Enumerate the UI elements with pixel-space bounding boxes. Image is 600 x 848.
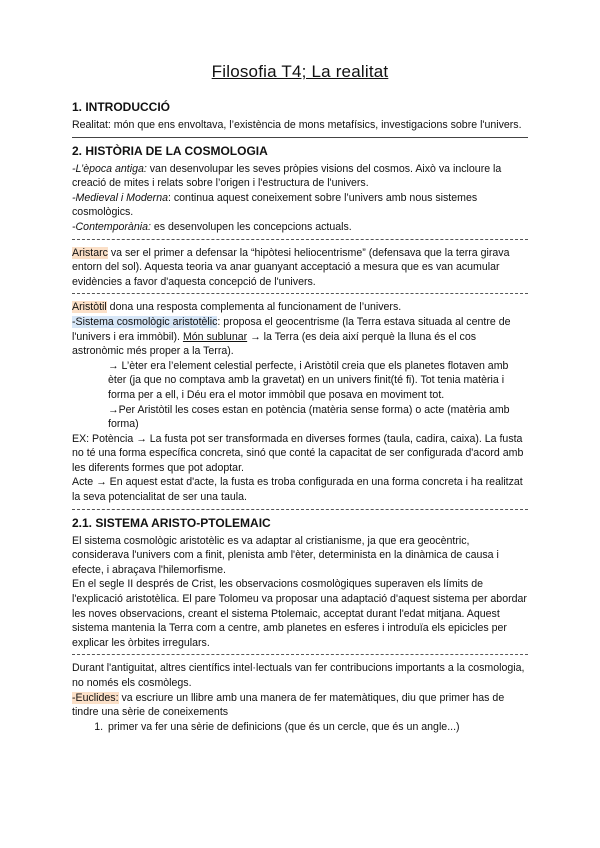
divider [72, 509, 528, 510]
paragraph-medieval [72, 191, 528, 220]
divider [72, 293, 528, 294]
paragraph-exemple-acte: Acte → En aquest estat d'acte, la fusta es troba configurada en una forma concreta i ha realitzat la seva potencialitat de ser una taula. [72, 476, 523, 504]
highlight-sistema-aristotelic: -Sistema cosmològic aristotèlic [72, 315, 218, 328]
paragraph-potencia-acte: →Per Aristòtil les coses estan en potència (matèria sense forma) o acte (matèria amb forma) [108, 403, 510, 431]
divider [72, 654, 528, 655]
highlight-aristotil: Aristòtil [72, 301, 107, 314]
paragraph-epoca-antiga [72, 162, 528, 191]
paragraph-euclides [72, 691, 528, 720]
page-title: Filosofia T4; La realitat [211, 62, 389, 81]
text-contemporania: es desenvolupen les concepcions actuals. [150, 220, 352, 233]
text-epoca-antiga: van desenvolupar les seves pròpies visions del cosmos. Això va incloure la creació de mites i relats sobre l’origen i l'estructura de l'univers. [72, 162, 502, 190]
text-euclides: va escriure un llibre amb una manera de fer matemàtiques, diu que primer has de tindre una sèrie de coneixements [72, 691, 505, 719]
highlight-euclides: -Euclides: [72, 691, 119, 704]
paragraph-tolomeu: En el segle II després de Crist, les observacions cosmològiques superaven els límits de l'explicació aristotèlica. El pare Tolomeu va proposar una adaptació d'aquest sistema per abordar les noves observacions, creant el sistema Ptolemaic, acceptat durant l'edat mitjana. Aquest sistema mantenia la Terra com a centre, amb planetes en esferes i introduïa els epicicles per explicar les òrbites irregulars. [72, 578, 527, 649]
paragraph-sistema-cristianisme: El sistema cosmològic aristotèlic es va adaptar al cristianisme, ja que era geocèntric, considerava l'univers com a finit, plenista amb l'èter, determinista en la dinàmica de causa i efecte, i abraçava l'hilemorfisme. [72, 534, 499, 576]
document-body [72, 62, 528, 734]
highlight-aristarc: Aristarc [72, 246, 108, 259]
section-heading-introduccio: 1. INTRODUCCIÓ [72, 100, 171, 114]
paragraph-exemple-potencia: EX: Potència → La fusta pot ser transformada en diverses formes (taula, cadira, caixa). La fusta no té una forma específica concreta, sinó que conté la capacitat de ser configurada d'acord amb les diferents formes que pot adoptar. [72, 432, 524, 474]
text-aristotil-intro: dona una resposta complementa al funcionament de l’univers. [106, 301, 402, 314]
euclides-list [72, 720, 528, 735]
label-contemporania: -Contemporània: [72, 220, 151, 233]
paragraph-realitat: Realitat: món que ens envoltava, l’existència de mons metafísics, investigacions sobre l'univers. [72, 119, 522, 131]
text-mon-sublunar: → la Terra (es deia així perquè la lluna és el cos astronòmic més proper a la Terra). [72, 330, 477, 358]
list-item: 1. primer va fer una sèrie de definicions (que és un cercle, que és un angle...) [106, 720, 528, 735]
paragraph-antiguitat: Durant l'antiguitat, altres científics intel·lectuals van fer contribucions importants a la cosmologia, no només els cosmòlegs. [72, 662, 525, 689]
section-heading-historia: 2. HISTÒRIA DE LA COSMOLOGIA [72, 143, 268, 158]
divider [72, 239, 528, 240]
label-epoca-antiga: -L’època antiga: [72, 162, 147, 175]
paragraph-sistema-aristotelic [72, 315, 528, 359]
text-sistema-aristotelic: : proposa el geocentrisme (la Terra estava situada al centre de l'univers i era immòbil). [72, 315, 511, 343]
paragraph-contemporania [72, 220, 528, 235]
label-mon-sublunar: Món sublunar [182, 330, 248, 343]
text-aristarc: va ser el primer a defensar la “hipòtesi heliocentrisme” (defensava que la terra girava entorn del sol). Aquesta teoria va anar guanyant acceptació a mesura que es van acumular evidències a favor d'aquesta concepció de l'univers. [72, 246, 510, 288]
text-medieval: : continua aquest coneixement sobre l’univers amb nous sistemes cosmològics. [72, 191, 478, 219]
paragraph-eter: → L’èter era l’element celestial perfecte, i Aristòtil creia que els planetes flotaven amb èter (ja que no comptava amb la gravetat) en un univers finit(té fi). Tot tenia matèria i forma per a ell, i Déu era el motor immòbil que posava en moviment tot. [108, 359, 509, 401]
divider [72, 137, 528, 138]
section-heading-aristo-ptolemaic: 2.1. SISTEMA ARISTO-PTOLEMAIC [72, 515, 271, 530]
paragraph-aristotil [72, 300, 528, 315]
paragraph-aristarc [72, 246, 528, 290]
label-medieval: -Medieval i Moderna [72, 191, 168, 204]
